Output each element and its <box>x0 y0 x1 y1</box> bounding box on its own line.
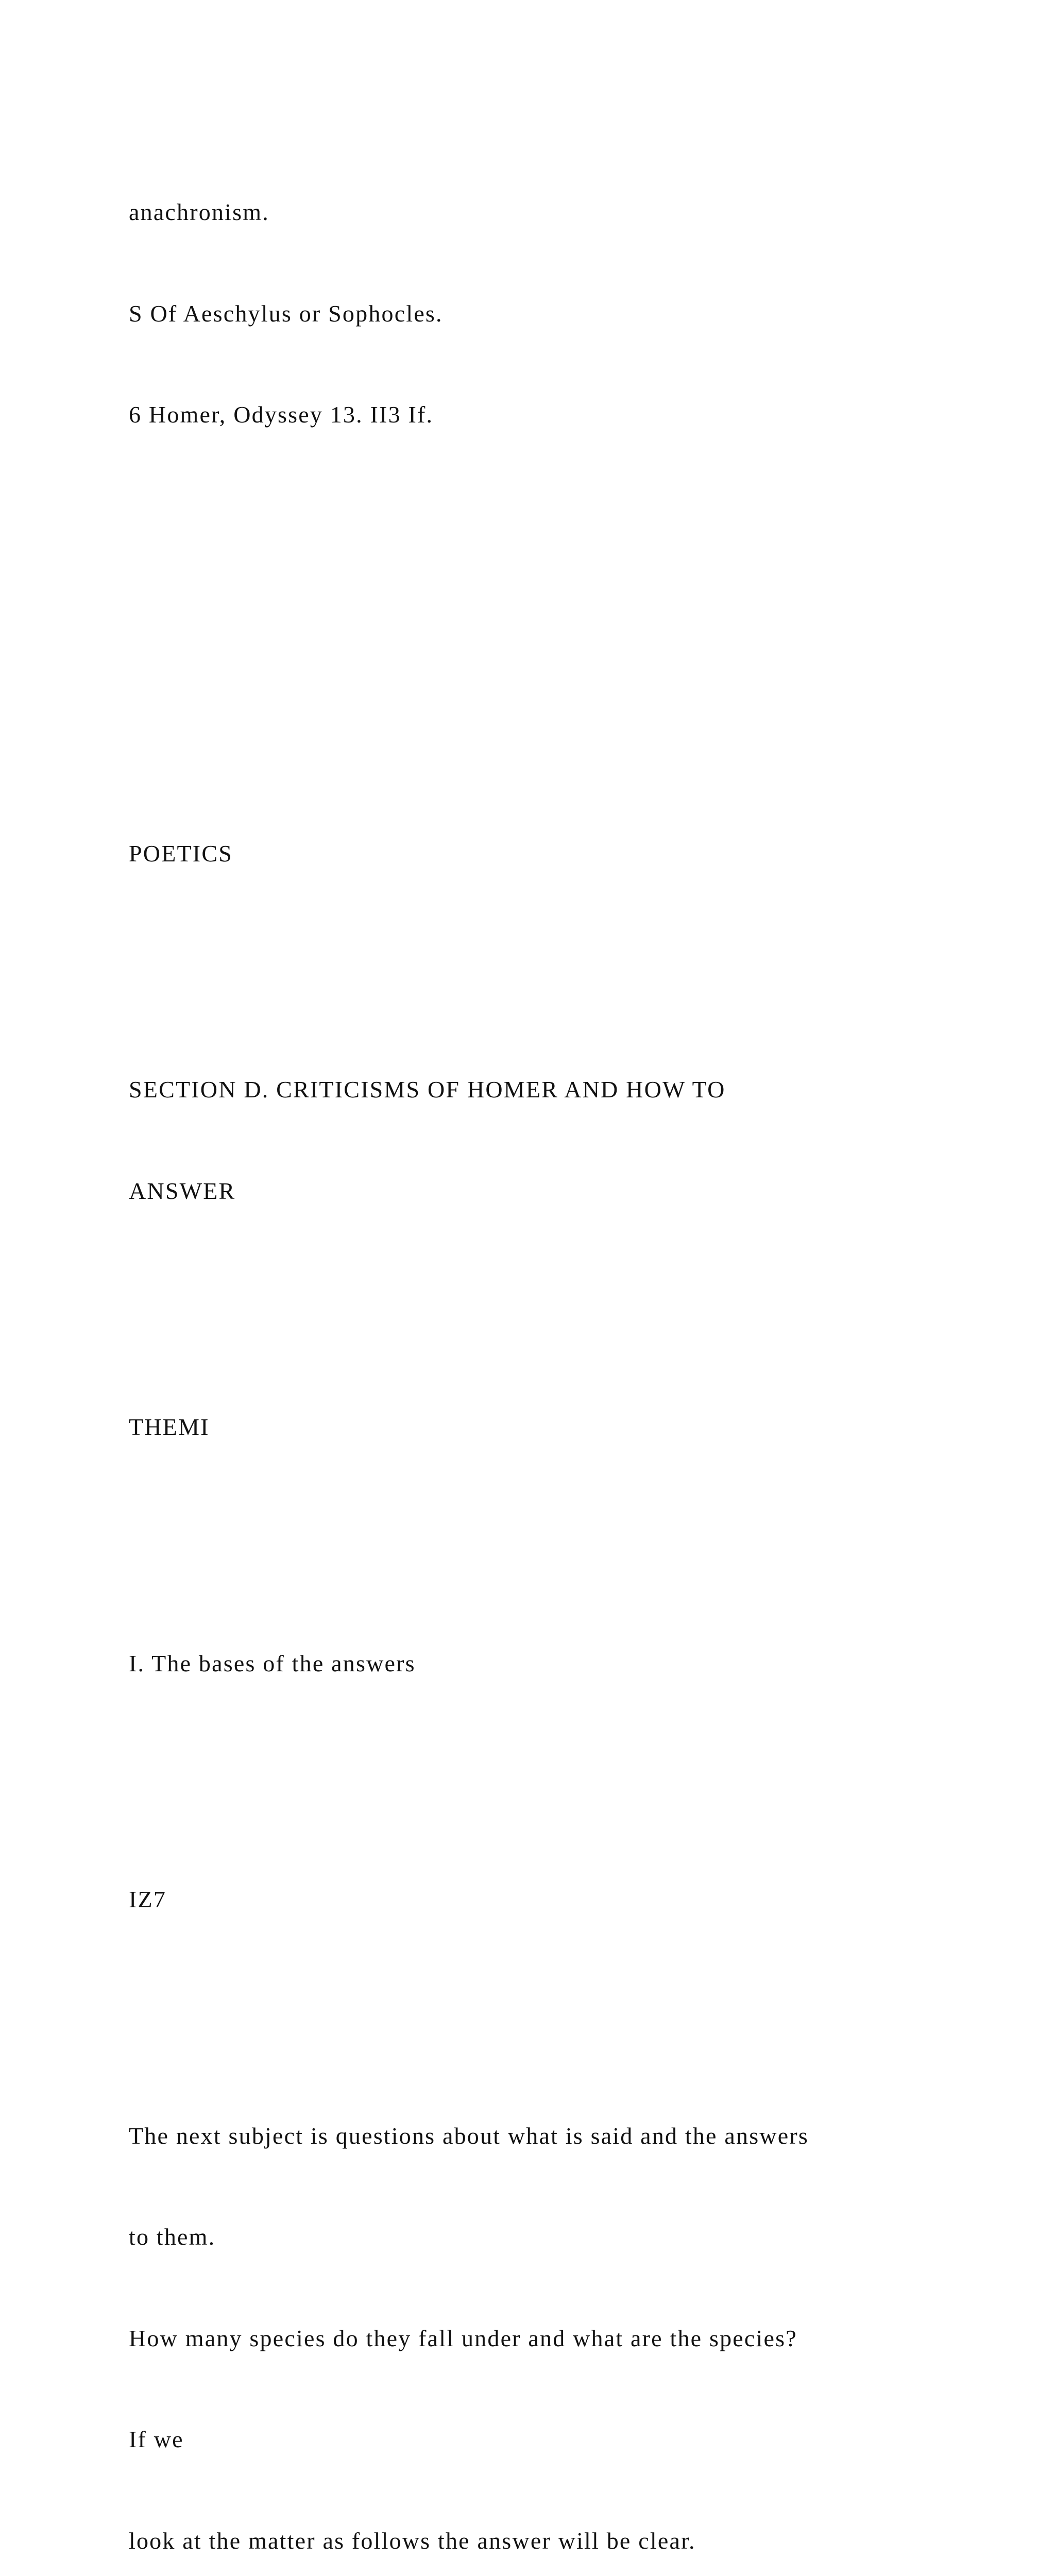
theme-label: THEMI <box>129 1414 210 1440</box>
page-marker: IZ7 <box>129 1886 167 1912</box>
section-heading-line: ANSWER <box>129 1177 236 1204</box>
footnote-line: anachronism. <box>129 199 269 225</box>
footnote-line: 6 Homer, Odyssey 13. II3 If. <box>129 401 434 428</box>
paragraph-line: to them. <box>129 2224 216 2250</box>
spacer <box>129 1748 1005 1782</box>
spacer <box>129 938 1005 972</box>
spacer <box>129 1984 1005 2018</box>
paragraph-line: If we <box>129 2426 184 2452</box>
spacer <box>129 600 1005 634</box>
spacer <box>129 1512 1005 1546</box>
spacer <box>129 1275 1005 1309</box>
section-heading-line: SECTION D. CRITICISMS OF HOMER AND HOW TO <box>129 1076 726 1103</box>
paragraph-line: How many species do they fall under and what are the species? <box>129 2325 797 2351</box>
footnote-line: S Of Aeschylus or Sophocles. <box>129 300 443 327</box>
running-head: POETICS <box>129 840 233 867</box>
spacer <box>129 702 1005 736</box>
subheading: I. The bases of the answers <box>129 1650 416 1676</box>
paragraph-line: look at the matter as follows the answer will be clear. <box>129 2527 696 2554</box>
spacer <box>129 499 1005 533</box>
page-text <box>129 128 1005 2576</box>
paragraph-line: The next subject is questions about what is said and the answers <box>129 2122 809 2149</box>
